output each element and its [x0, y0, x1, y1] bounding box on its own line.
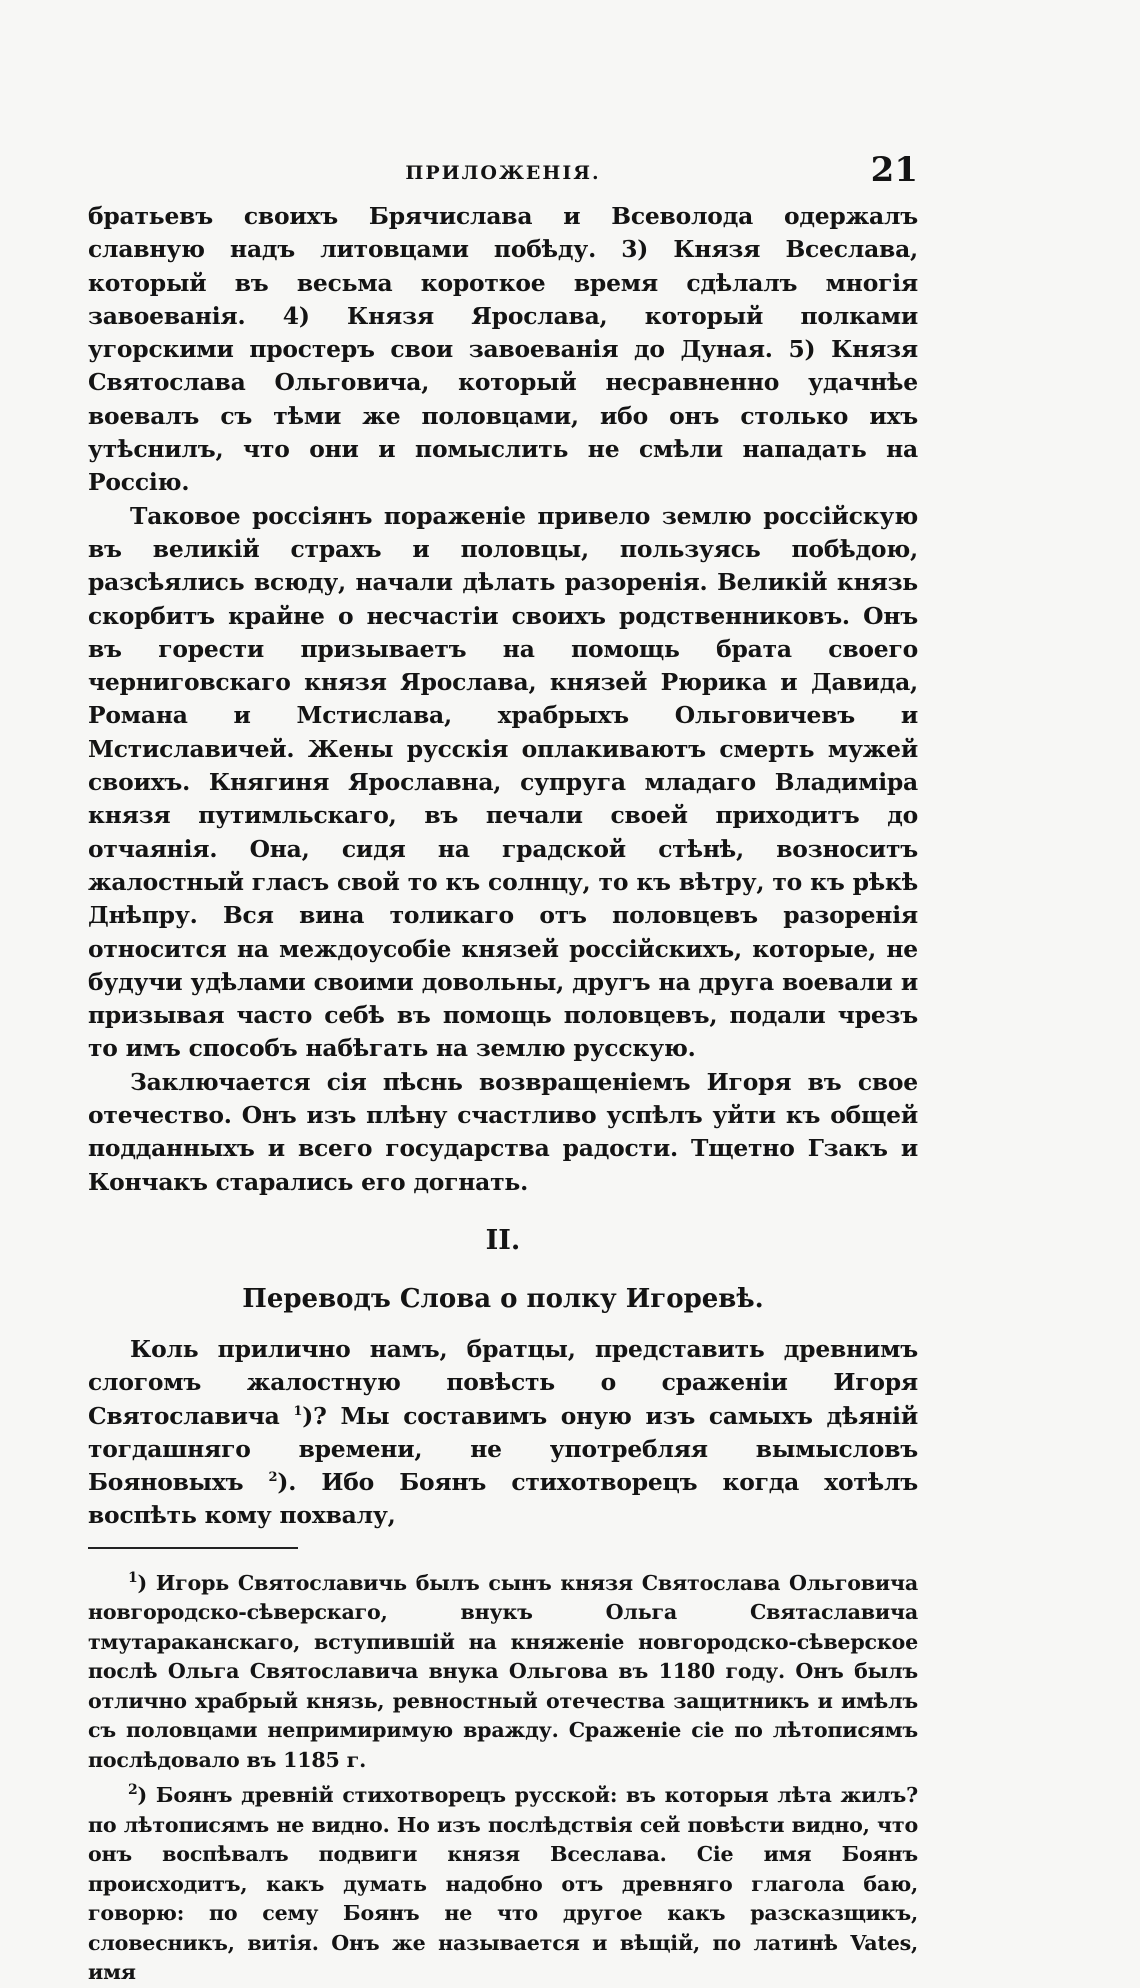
- footnote-ref[interactable]: 2: [268, 1470, 278, 1486]
- translation-text: )? Мы составимъ оную изъ самыхъ дѣяній тогдашняго времени, не употребляя вымысловъ Бояновыхъ: [88, 1401, 919, 1497]
- section-number: II.: [485, 1224, 521, 1256]
- paragraph-continued: братьевъ своихъ Брячислава и Всеволода одержалъ славную надъ литовцами побѣду. 3) Князя Всеслава, который въ весьма короткое время сдѣлалъ многія завоеванія. 4) Князя Ярослава, который полками угорскими простеръ свои завоеванія до Дуная. 5) Князя Святослава Ольговича, который несравненно удачнѣе воевалъ съ тѣми же половцами, ибо онъ столько ихъ утѣснилъ, что они и помыслить не смѣли нападать на Россію.: [88, 202, 918, 497]
- footnote: [88, 1569, 918, 1776]
- page-number: 21: [870, 150, 918, 190]
- footnote-text: ) Боянъ древній стихотворецъ русской: въ которыя лѣта жилъ? по лѣтописямъ не видно. Но изъ послѣдствія сей повѣсти видно, что онъ воспѣвалъ подвиги князя Всеслава. Сіе имя Боянъ происходитъ, какъ думать надобно отъ древняго глагола баю, говорю: по сему Боянъ не что другое какъ разсказщикъ, словесникъ, витія. Онъ же называется и вѣщій, по латинѣ Vates, имя: [88, 1783, 918, 1985]
- section-title: Переводъ Слова о полку Игоревѣ.: [242, 1283, 764, 1314]
- footnote-mark: 2: [128, 1782, 138, 1799]
- book-page: [88, 150, 918, 1988]
- running-head: [88, 150, 918, 200]
- footnotes: [88, 1569, 918, 1988]
- running-title: ПРИЛОЖЕНІЯ.: [405, 162, 601, 184]
- paragraph: Заключается сія пѣснь возвращеніемъ Игоря въ свое отечество. Онъ изъ плѣну счастливо успѣлъ уйти къ общей подданныхъ и всего государства радости. Тщетно Гзакъ и Кончакъ старались его догнать.: [88, 1067, 918, 1196]
- translation-paragraph: [88, 1333, 918, 1533]
- footnote-text: ) Игорь Святославичь былъ сынъ князя Святослава Ольговича новгородско-сѣверскаго, внукъ Ольга Святаславича тмутараканскаго, вступившій на княженіе новгородско-сѣверское послѣ Ольга Святославича внука Ольгова въ 1180 году. Онъ былъ отлично храбрый князь, ревностный отечества защитникъ и имѣлъ съ половцами непримиримую вражду. Сраженіе сіе по лѣтописямъ послѣдовало въ 1185 г.: [88, 1570, 918, 1772]
- footnote-mark: 1: [128, 1569, 138, 1586]
- footnote-divider: [88, 1547, 298, 1549]
- translation-text: ). Ибо Боянъ стихотворецъ когда хотѣлъ воспѣть кому похвалу,: [88, 1468, 918, 1530]
- footnote-ref[interactable]: 1: [293, 1403, 303, 1419]
- paragraph: Таковое россіянъ пораженіе привело землю россійскую въ великій страхъ и половцы, пользуясь побѣдою, разсѣялись всюду, начали дѣлать разоренія. Великій князь скорбитъ крайне о несчастіи своихъ родственниковъ. Онъ въ горести призываетъ на помощь брата своего черниговскаго князя Ярослава, князей Рюрика и Давида, Романа и Мстислава, храбрыхъ Ольговичевъ и Мстиславичей. Жены русскія оплакиваютъ смерть мужей своихъ. Княгиня Ярославна, супруга младаго Владиміра князя путимльскаго, въ печали своей приходитъ до отчаянія. Она, сидя на градской стѣнѣ, возноситъ жалостный гласъ свой то къ солнцу, то къ вѣтру, то къ рѣкѣ Днѣпру. Вся вина толикаго отъ половцевъ разоренія относится на междоусобіе князей россійскихъ, которые, не будучи удѣлами своими довольны, другъ на друга воевали и призывая часто себѣ въ помощь половцевъ, подали чрезъ то имъ способъ набѣгать на землю русскую.: [88, 501, 918, 1063]
- footnote: [88, 1781, 918, 1988]
- body-text: [88, 200, 918, 1533]
- translation-text: Коль прилично намъ, братцы, представить древнимъ слогомъ жалостную повѣсть о сраженіи Игоря Святославича: [88, 1334, 918, 1430]
